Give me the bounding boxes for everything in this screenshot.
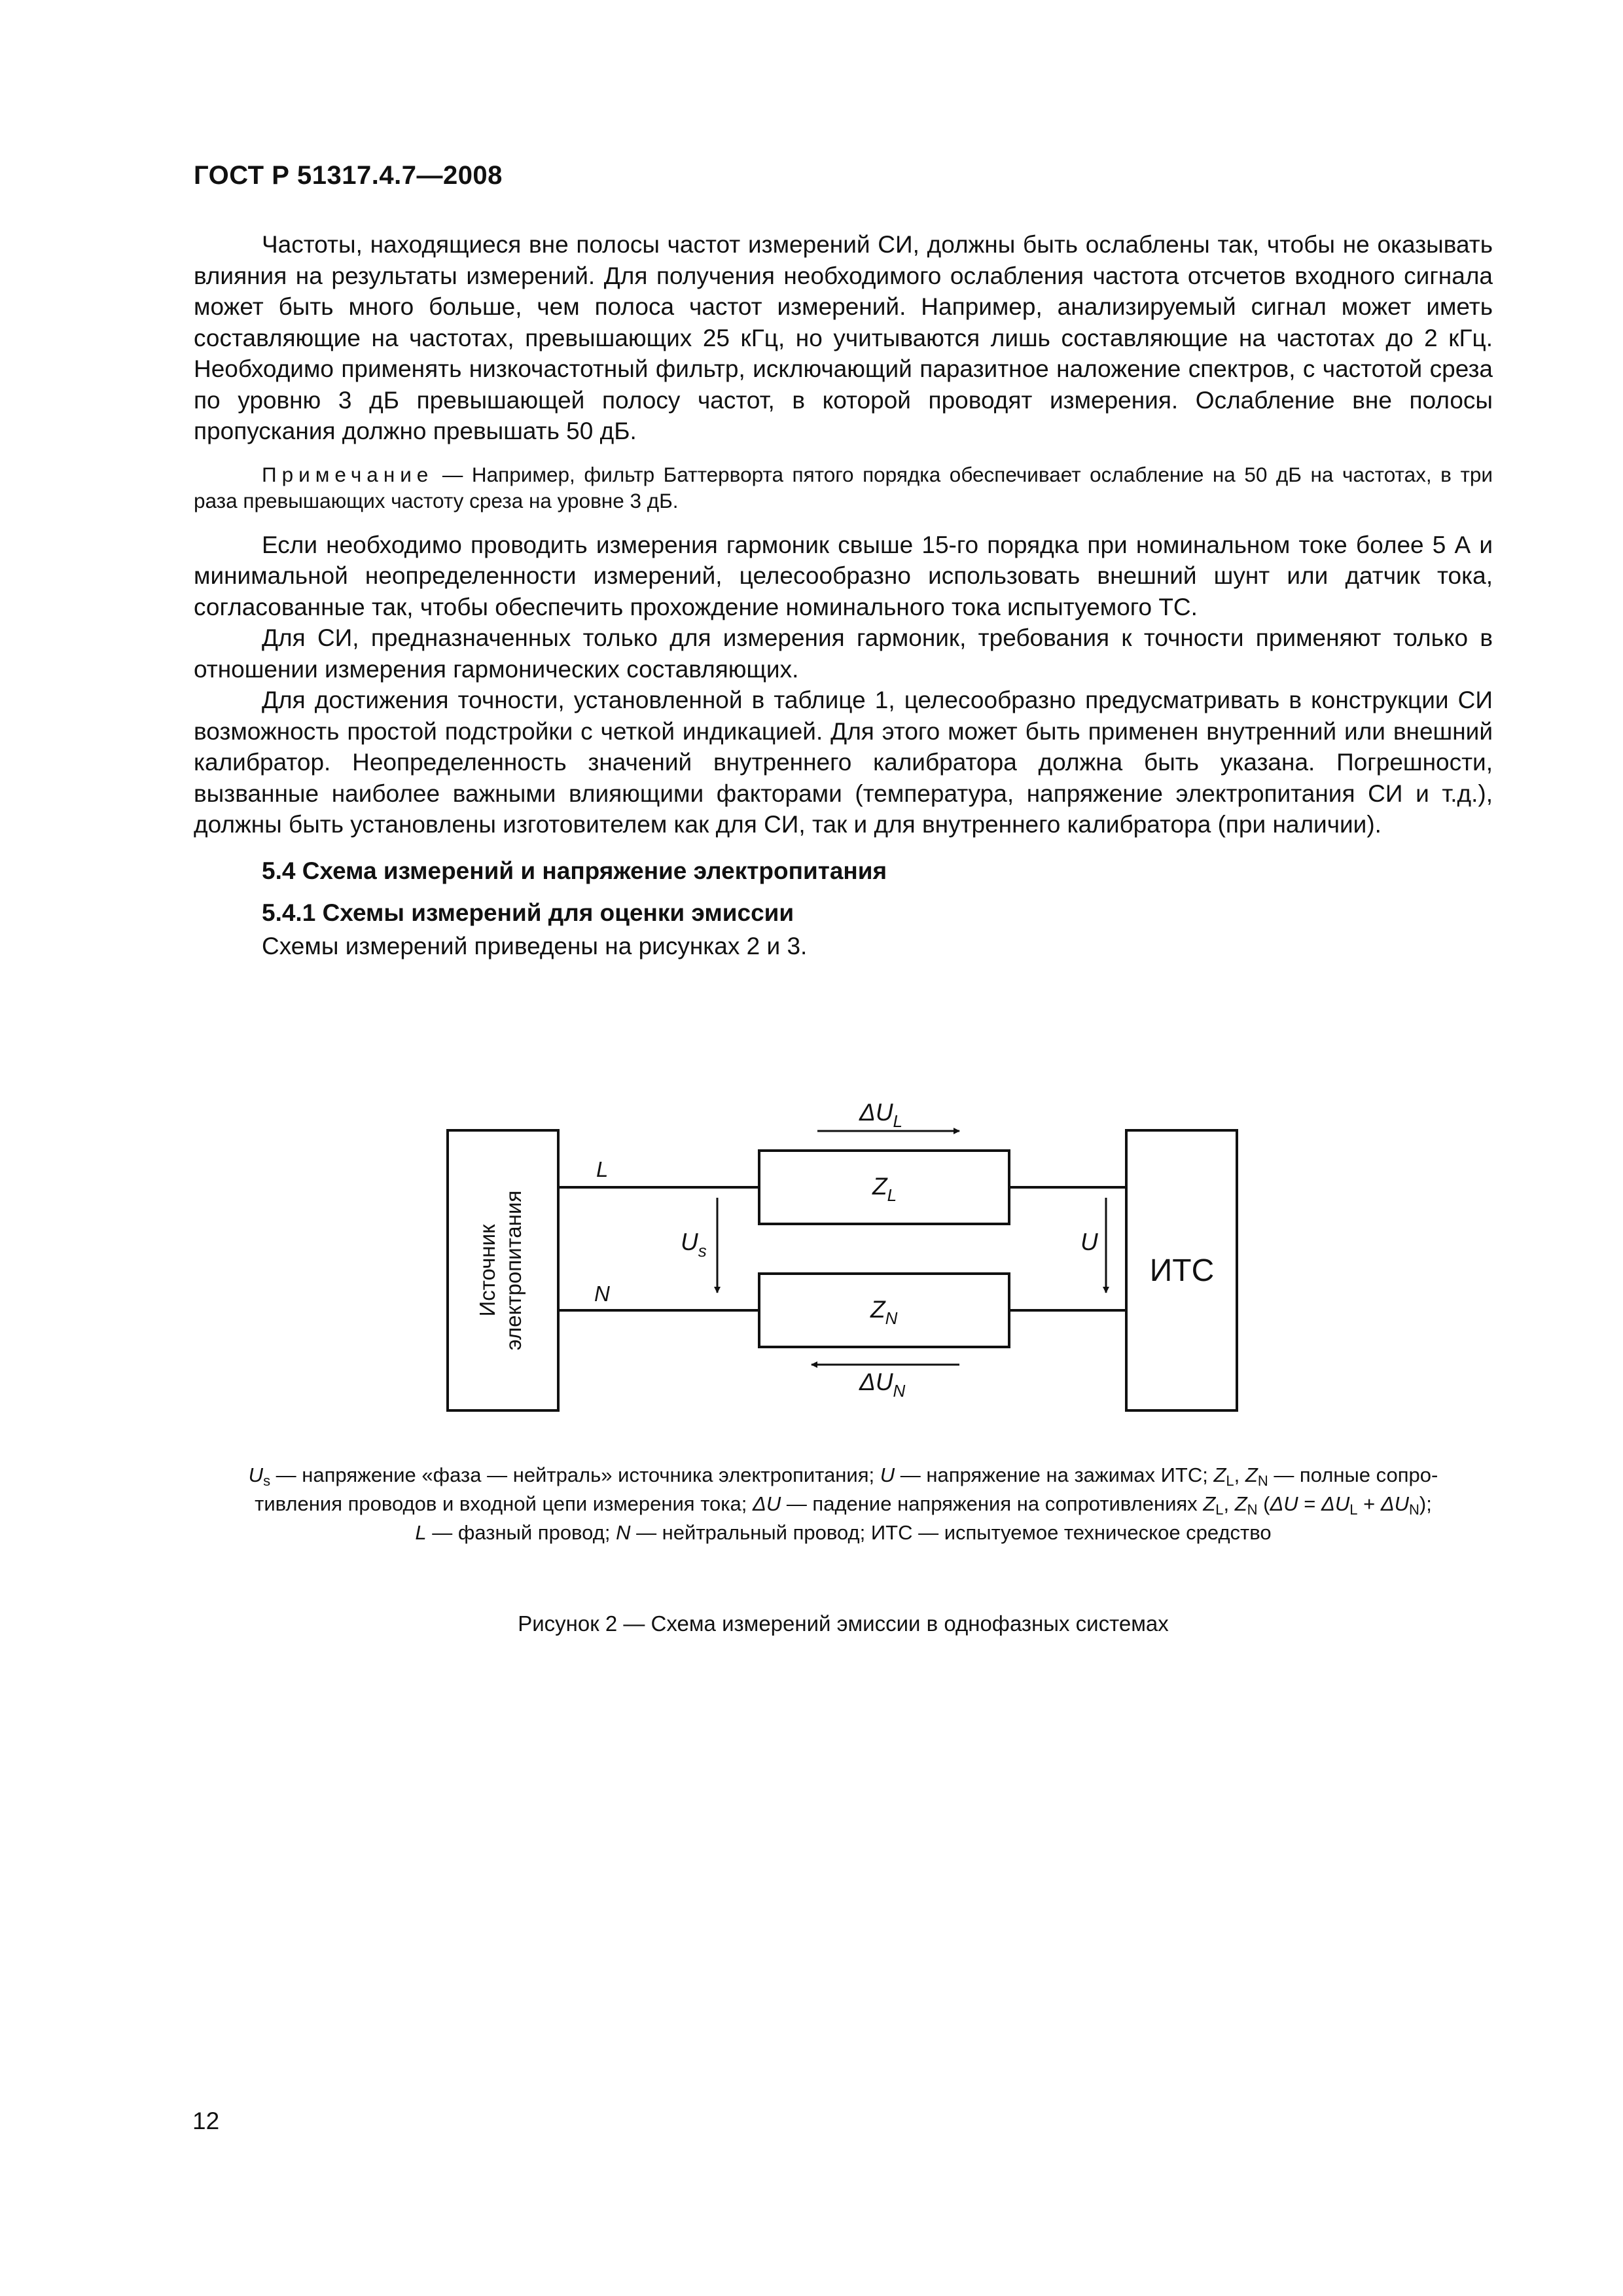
source-label-line1: Источник [475,1224,499,1317]
delta-un-label: $\Delta U_N$ [859,1369,906,1401]
zn-label: $Z_N$ [870,1296,898,1328]
paragraph: Для достижения точности, установленной в таблице 1, целесообразно предусматривать в конструкции СИ возможность простой подстройки с четкой индикацией. Для этого может быть применен внутренний или внешний калибратор. Неопределенность значений внутреннего калибратора должна быть указана. Погрешности, вызванные наиболее важными влияющими факторами (температура, напряжение электропитания СИ и т.д.), должны быть установлены изготовителем как для СИ, так и для внутреннего калибратора (при наличии). [194,687,1493,838]
us-label: $U_s$ [681,1229,707,1261]
legend-line-3: L — фазный провод; N — нейтральный провод; ИТС — испытуемое техническое средство [415,1521,1272,1544]
page-number: 12 [192,2108,220,2134]
paragraph: Если необходимо проводить измерения гармоник свыше 15-го порядка при номинальном токе более 5 А и минимальной неопределенности измерений, целесообразно использовать внешний шунт или датчик тока, согласованные так, чтобы обеспечить прохождение номинального тока испытуемого ТС. [194,531,1493,620]
paragraph: Схемы измерений приведены на рисунках 2 и 3. [262,932,808,960]
paragraph: Частоты, находящиеся вне полосы частот измерений СИ, должны быть ослаблены так, чтобы не оказывать влияния на результаты измерений. Для получения необходимого ослабления частота отсчетов входного сигнала может быть много больше, чем полоса частот измерений. Например, анализируемый сигнал может иметь составляющие на частотах, превышающих 25 кГц, но учитываются лишь составляющие на частотах до 2 кГц. Необходимо применять низкочастотный фильтр, исключающий паразитное наложение спектров, с частотой среза по уровню 3 дБ превышающей полосу частот, в которой проводят измерения. Ослабление вне полосы пропускания должно превышать 50 дБ. [194,231,1493,444]
legend-line-1: $U_s$ — напряжение «фаза — нейтраль» источника электропитания; U — напряжение на зажимах ИТС; $Z_L$, $Z_N$ — полные сопро- [248,1463,1438,1489]
line-l-label: L [596,1157,609,1181]
u-label: U [1080,1229,1098,1255]
note-label: Примечание [262,462,434,486]
eut-label: ИТС [1149,1253,1215,1288]
line-n-label: N [594,1282,610,1306]
note-text: — Например, фильтр Баттерворта пятого порядка обеспечивает ослабление на 50 дБ на частотах, в три раза превышающих частоту среза на уровне 3 дБ. [194,462,1493,512]
figure-legend [194,1461,1493,1547]
zl-label: $Z_L$ [872,1173,897,1205]
subsection-heading: 5.4.1 Схемы измерений для оценки эмиссии [262,899,794,926]
paragraph: Для СИ, предназначенных только для измерения гармоник, требования к точности применяют только в отношении измерения гармонических составляющих. [194,624,1493,683]
figure-caption: Рисунок 2 — Схема измерений эмиссии в однофазных системах [518,1611,1169,1636]
document-header: ГОСТ Р 51317.4.7—2008 [194,161,503,190]
section-heading: 5.4 Схема измерений и напряжение электропитания [262,857,887,884]
legend-line-2: тивления проводов и входной цепи измерения тока; ΔU — падение напряжения на сопротивлениях $Z_L$, $Z_N$ $(\Delta U = \Delta U_L + \Delta U_N)$; [255,1492,1432,1518]
source-label-line2: электропитания [501,1190,526,1351]
delta-ul-label: $\Delta U_L$ [859,1099,903,1131]
